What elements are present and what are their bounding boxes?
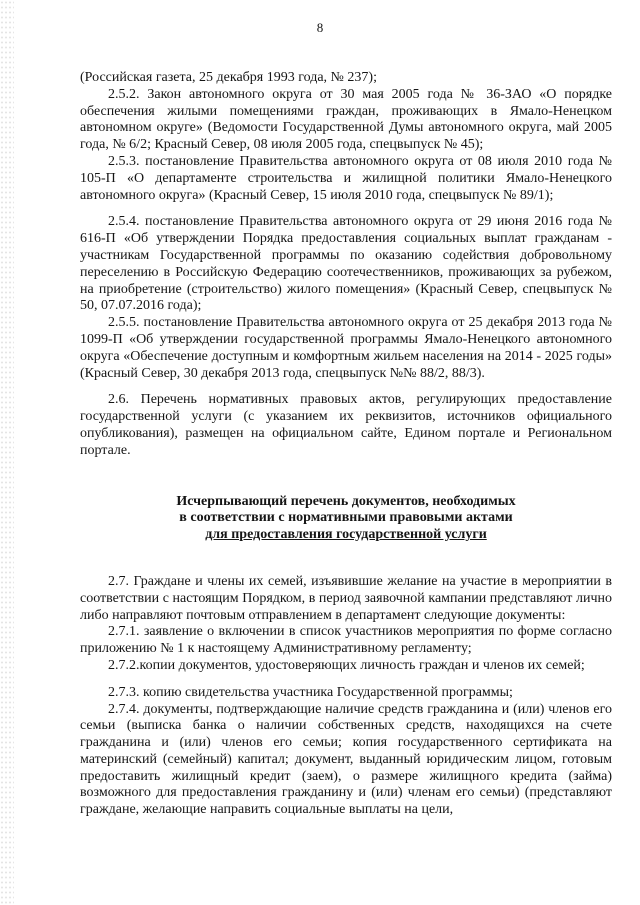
- section-heading: [80, 494, 612, 544]
- paragraph-2-7-4: 2.7.4. документы, подтверждающие наличие средств гражданина и (или) членов его семьи (выписка банка о наличии собственных средств, находящихся на счете гражданина и (или) членов его семьи; копия государственного сертификата на материнский (семейный) капитал; документ, выданный юридическим лицом, готовым предоставить жилищный кредит (заем), о размере жилищного кредита (займа) возможного для предоставления гражданину и (или) членам его семьи) (представляют граждане, желающие направить социальные выплаты на цели,: [80, 701, 612, 818]
- paragraph-2-5-5: 2.5.5. постановление Правительства автономного округа от 25 декабря 2013 года № 1099-П «Об утверждении государственной программы Ямало-Ненецкого автономного округа «Обеспечение доступным и комфортным жильем населения на 2014 - 2025 годы» (Красный Север, 30 декабря 2013 года, спецвыпуск №№ 88/2, 88/3).: [80, 315, 612, 381]
- page-number: 8: [316, 20, 324, 35]
- paragraph-2-5-2: 2.5.2. Закон автономного округа от 30 мая 2005 года № 36-ЗАО «О порядке обеспечения жилыми помещениями граждан, проживающих в Ямало-Ненецком автономном округе» (Ведомости Государственной Думы автономного округа, май 2005 года, № 6/2; Красный Север, 08 июля 2005 года, спецвыпуск № 45);: [80, 86, 612, 153]
- paragraph-2-7: 2.7. Граждане и члены их семей, изъявившие желание на участие в мероприятии в соответствии с настоящим Порядком, в период заявочной кампании представляют лично либо направляют почтовым отправлением в департамент следующие документы:: [80, 573, 612, 623]
- paragraph-2-6: 2.6. Перечень нормативных правовых актов, регулирующих предоставление государственной услуги (с указанием их реквизитов, источников официального опубликования), размещен на официальном сайте, Едином портале и Региональном портале.: [80, 392, 612, 458]
- heading-line-2: в соответствии с нормативными правовыми актами: [179, 510, 513, 526]
- heading-line-3: для предоставления государственной услуги: [205, 527, 487, 543]
- paragraph-continuation: (Российская газета, 25 декабря 1993 года, № 237);: [80, 70, 377, 85]
- paragraph-2-5-3: 2.5.3. постановление Правительства автономного округа от 08 июля 2010 года № 105-П «О департаменте строительства и жилищной политики Ямало-Ненецкого автономного округа» (Красный Север, 15 июля 2010 года, спецвыпуск № 89/1);: [80, 153, 612, 203]
- scan-edge-artifact: [0, 0, 14, 905]
- paragraph-2-7-3: 2.7.3. копию свидетельства участника Государственной программы;: [108, 684, 513, 700]
- heading-line-1: Исчерпывающий перечень документов, необходимых: [176, 493, 516, 509]
- paragraph-2-5-4: 2.5.4. постановление Правительства автономного округа от 29 июня 2016 года № 616-П «Об утверждении Порядка предоставления социальных выплат гражданам - участникам Государственной программы по оказанию содействия добровольному переселению в Российскую Федерацию соотечественников, проживающих за рубежом, на приобретение (строительство) жилого помещения» (Красный Север, спецвыпуск № 50, 07.07.2016 года);: [80, 214, 612, 314]
- paragraph-2-7-1: 2.7.1. заявление о включении в список участников мероприятия по форме согласно приложению № 1 к настоящему Административному регламенту;: [80, 624, 612, 657]
- document-body: [80, 70, 612, 819]
- paragraph-2-7-2: 2.7.2.копии документов, удостоверяющих личность граждан и членов их семей;: [108, 657, 585, 673]
